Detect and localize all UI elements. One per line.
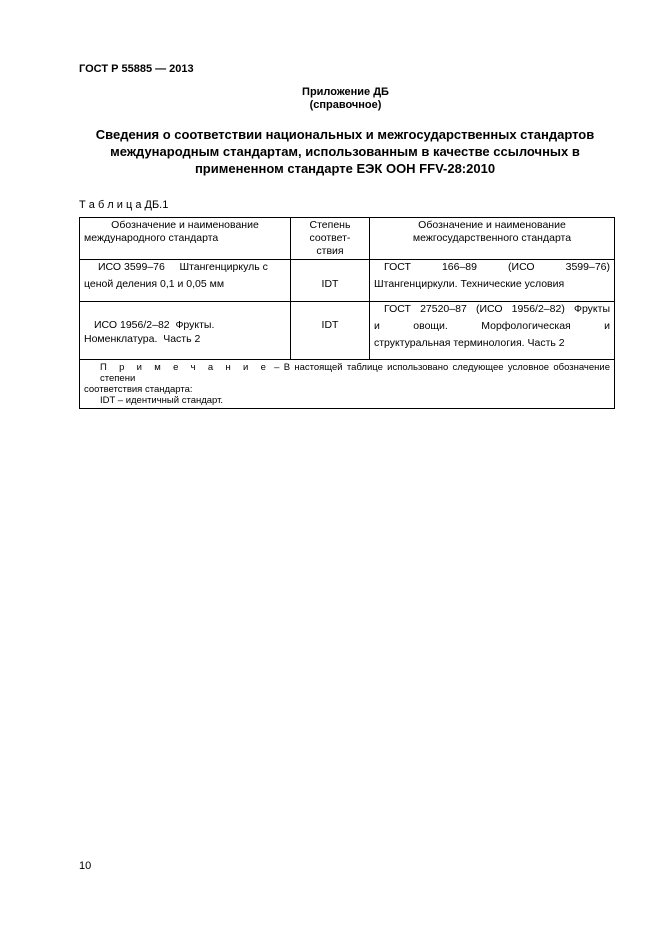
- document-code: ГОСТ Р 55885 — 2013: [79, 63, 194, 75]
- appendix-subtitle: (справочное): [309, 99, 382, 111]
- note-line: соответствия стандарта:: [84, 384, 193, 395]
- cell-national-standard: [370, 302, 615, 360]
- header-text: Степень: [309, 219, 351, 231]
- cell-national-standard: [370, 260, 615, 302]
- section-title-line: международным стандартам, использованным в качестве ссылочных в: [110, 144, 580, 159]
- header-international-standard: [80, 218, 291, 260]
- header-degree: [291, 218, 370, 260]
- correspondence-table: [79, 217, 615, 409]
- section-title: [78, 126, 612, 177]
- cell-text: структуральная терминология. Часть 2: [374, 337, 565, 349]
- header-national-standard: [370, 218, 615, 260]
- header-text: международного стандарта: [84, 232, 219, 244]
- table-note-row: [80, 360, 615, 409]
- header-text: Обозначение и наименование: [111, 219, 259, 231]
- cell-text: Штангенциркули. Технические условия: [374, 278, 565, 290]
- table-note: [80, 360, 615, 409]
- header-text: соответ-: [309, 232, 351, 244]
- cell-text: ГОСТ 27520–87 (ИСО 1956/2–82) Фрукты: [384, 303, 610, 315]
- section-title-line: примененном стандарте ЕЭК ООН FFV-28:2010: [194, 161, 496, 176]
- section-title-line: Сведения о соответствии национальных и межгосударственных стандартов: [95, 127, 595, 142]
- table-caption: Т а б л и ц а ДБ.1: [79, 199, 169, 211]
- cell-text: ИСО 3599–76 Штангенциркуль с: [98, 261, 268, 273]
- cell-degree: [291, 302, 370, 360]
- cell-text: Номенклатура. Часть 2: [84, 333, 201, 345]
- note-line: IDT – идентичный стандарт.: [100, 395, 224, 406]
- note-label: П р и м е ч а н и е: [100, 362, 270, 373]
- header-text: ствия: [316, 245, 344, 257]
- cell-text: и овощи. Морфологическая и: [374, 320, 610, 332]
- cell-text: IDT: [321, 278, 339, 290]
- header-text: межгосударственного стандарта: [412, 232, 572, 244]
- table-row: [80, 260, 615, 302]
- cell-text: ценой деления 0,1 и 0,05 мм: [84, 278, 225, 290]
- cell-degree: [291, 260, 370, 302]
- cell-international-standard: [80, 302, 291, 360]
- cell-international-standard: [80, 260, 291, 302]
- note-text: – В настоящей таблице использовано следующее условное обозначение степени: [100, 362, 610, 384]
- appendix-title: Приложение ДБ: [302, 86, 389, 98]
- appendix-heading: [0, 86, 661, 112]
- header-text: Обозначение и наименование: [418, 219, 566, 231]
- page-number: 10: [79, 860, 92, 872]
- cell-text: ИСО 1956/2–82 Фрукты.: [94, 319, 215, 331]
- table-header-row: [80, 218, 615, 260]
- cell-text: IDT: [321, 319, 339, 331]
- note-line: [84, 362, 610, 384]
- table-row: [80, 302, 615, 360]
- cell-text: ГОСТ 166–89 (ИСО 3599–76): [384, 261, 610, 273]
